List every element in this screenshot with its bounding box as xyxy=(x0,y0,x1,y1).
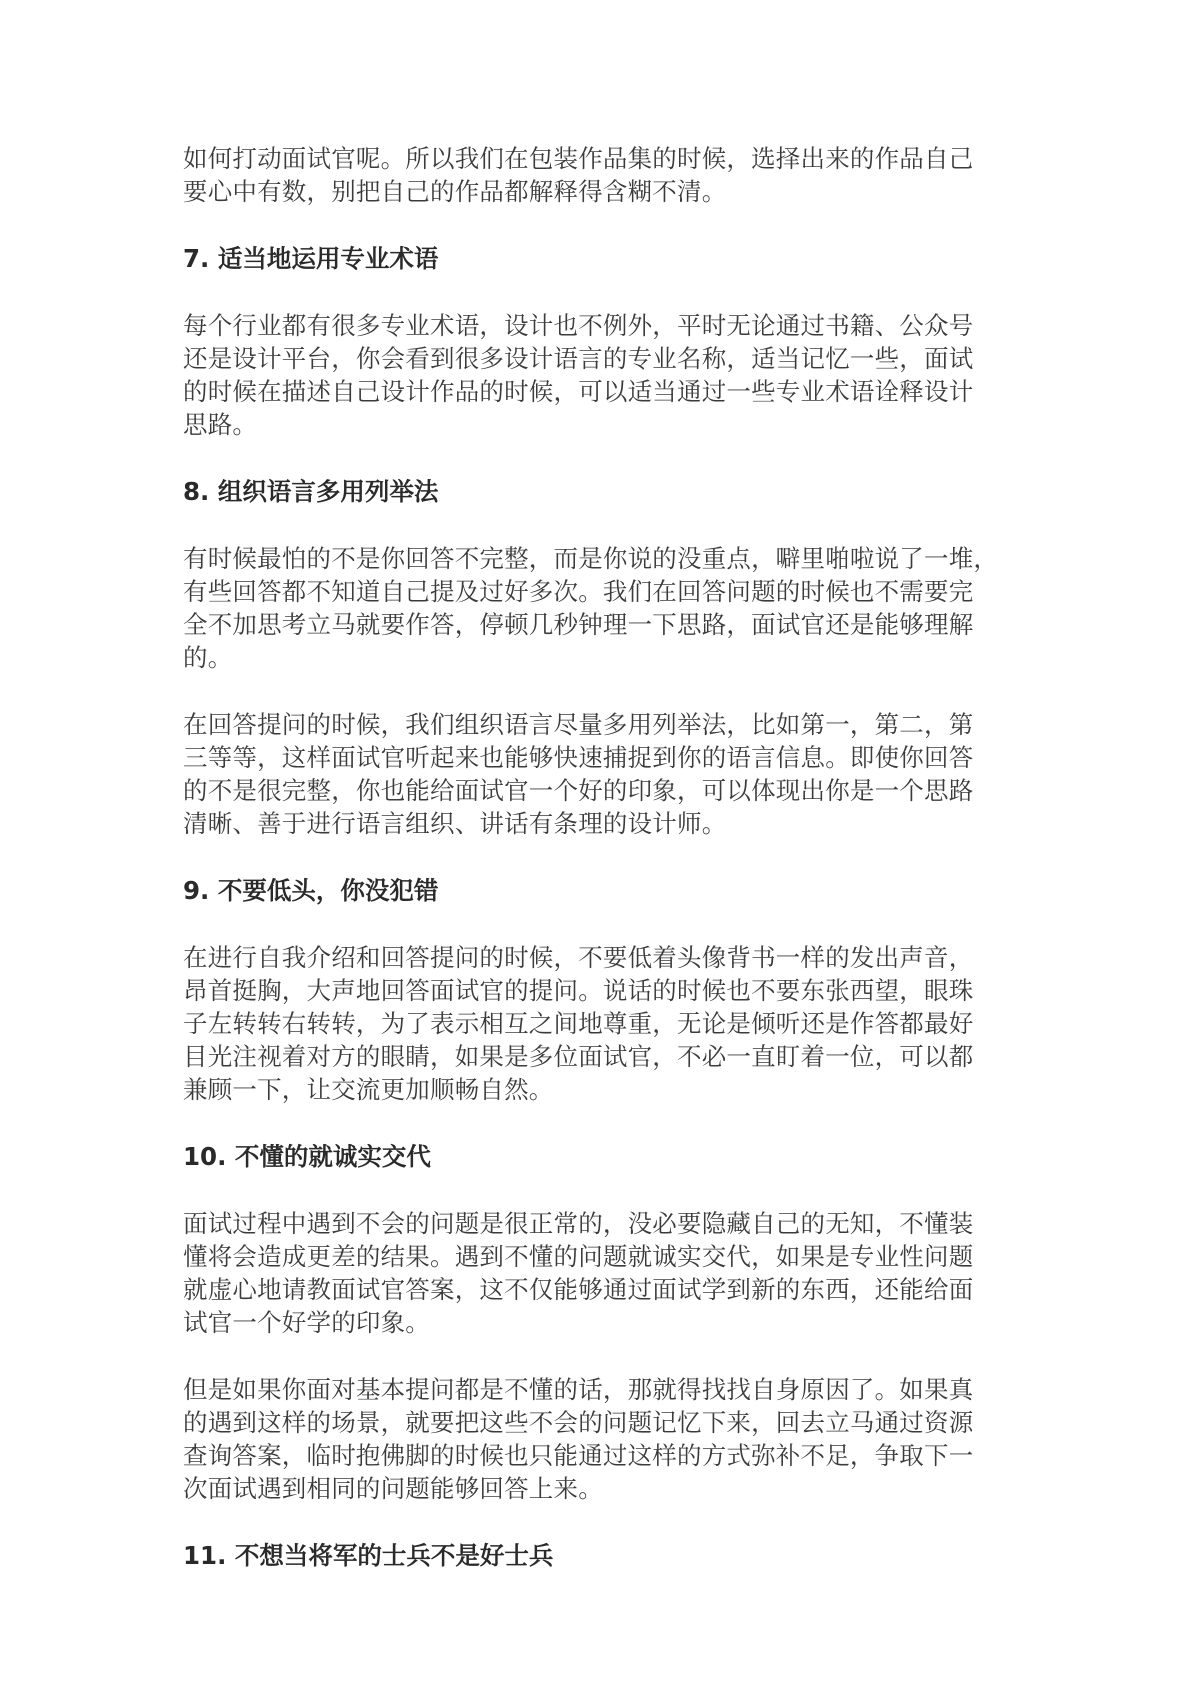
section-heading: 8. 组织语言多用列举法 xyxy=(183,477,439,506)
text-line: 查询答案，临时抱佛脚的时候也只能通过这样的方式弥补不足，争取下一 xyxy=(183,1441,974,1470)
section-heading: 10. 不懂的就诚实交代 xyxy=(183,1142,431,1171)
paragraph xyxy=(183,1373,1023,1505)
paragraph xyxy=(183,142,1023,208)
paragraph xyxy=(183,941,1023,1106)
text-line: 目光注视着对方的眼睛，如果是多位面试官，不必一直盯着一位，可以都 xyxy=(183,1042,974,1071)
section-heading: 11. 不想当将军的士兵不是好士兵 xyxy=(183,1541,554,1570)
text-line: 昂首挺胸，大声地回答面试官的提问。说话的时候也不要东张西望，眼珠 xyxy=(183,976,974,1005)
text-line: 在回答提问的时候，我们组织语言尽量多用列举法，比如第一，第二，第 xyxy=(183,710,974,739)
article-body xyxy=(183,142,1023,1606)
text-line: 次面试遇到相同的问题能够回答上来。 xyxy=(183,1474,603,1503)
text-line: 的不是很完整，你也能给面试官一个好的印象，可以体现出你是一个思路 xyxy=(183,776,974,805)
text-line: 就虚心地请教面试官答案，这不仅能够通过面试学到新的东西，还能给面 xyxy=(183,1275,974,1304)
text-line: 如何打动面试官呢。所以我们在包装作品集的时候，选择出来的作品自己 xyxy=(183,144,974,173)
paragraph xyxy=(183,542,1023,674)
text-line: 清晰、善于进行语言组织、讲话有条理的设计师。 xyxy=(183,809,727,838)
text-line: 在进行自我介绍和回答提问的时候，不要低着头像背书一样的发出声音， xyxy=(183,943,974,972)
section-heading: 9. 不要低头，你没犯错 xyxy=(183,876,439,905)
text-line: 的。 xyxy=(183,643,233,672)
text-line: 全不加思考立马就要作答，停顿几秒钟理一下思路，面试官还是能够理解 xyxy=(183,610,974,639)
text-line: 思路。 xyxy=(183,410,258,439)
text-line: 每个行业都有很多专业术语，设计也不例外，平时无论通过书籍、公众号 xyxy=(183,311,974,340)
text-line: 还是设计平台，你会看到很多设计语言的专业名称，适当记忆一些，面试 xyxy=(183,344,974,373)
text-line: 三等等，这样面试官听起来也能够快速捕捉到你的语言信息。即使你回答 xyxy=(183,743,974,772)
text-line: 兼顾一下，让交流更加顺畅自然。 xyxy=(183,1075,554,1104)
text-line: 懂将会造成更差的结果。遇到不懂的问题就诚实交代，如果是专业性问题 xyxy=(183,1242,974,1271)
text-line: 的遇到这样的场景，就要把这些不会的问题记忆下来，回去立马通过资源 xyxy=(183,1408,974,1437)
text-line: 面试过程中遇到不会的问题是很正常的，没必要隐藏自己的无知，不懂装 xyxy=(183,1209,974,1238)
text-line: 有时候最怕的不是你回答不完整，而是你说的没重点，噼里啪啦说了一堆， xyxy=(183,544,999,573)
text-line: 的时候在描述自己设计作品的时候，可以适当通过一些专业术语诠释设计 xyxy=(183,377,974,406)
paragraph xyxy=(183,1207,1023,1339)
paragraph xyxy=(183,708,1023,840)
text-line: 试官一个好学的印象。 xyxy=(183,1308,430,1337)
text-line: 有些回答都不知道自己提及过好多次。我们在回答问题的时候也不需要完 xyxy=(183,577,974,606)
text-line: 要心中有数，别把自己的作品都解释得含糊不清。 xyxy=(183,177,727,206)
paragraph xyxy=(183,309,1023,441)
text-line: 子左转转右转转，为了表示相互之间地尊重，无论是倾听还是作答都最好 xyxy=(183,1009,974,1038)
text-line: 但是如果你面对基本提问都是不懂的话，那就得找找自身原因了。如果真 xyxy=(183,1375,974,1404)
section-heading: 7. 适当地运用专业术语 xyxy=(183,244,439,273)
